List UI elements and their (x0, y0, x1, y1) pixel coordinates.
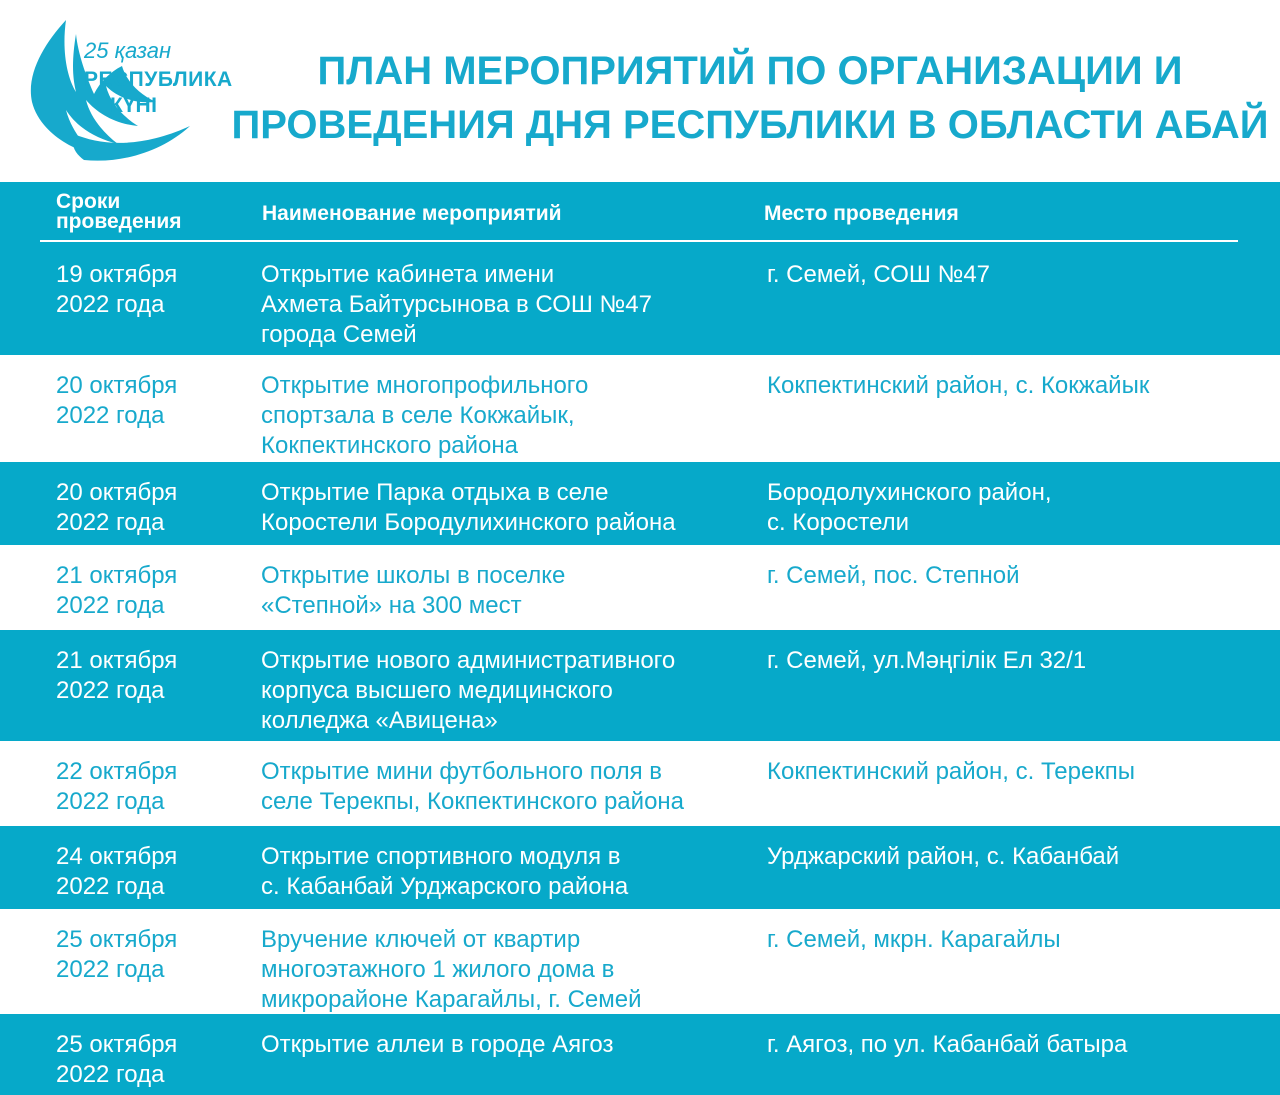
event-name-cell-line: Открытие нового административного (261, 647, 676, 674)
date-cell (56, 260, 246, 320)
title-line-1: ПЛАН МЕРОПРИЯТИЙ ПО ОРГАНИЗАЦИИ И (317, 49, 1183, 93)
place-cell (767, 646, 1267, 676)
date-cell-line: 2022 года (56, 677, 165, 704)
event-name-cell (261, 371, 761, 461)
place-cell (767, 842, 1267, 872)
place-cell (767, 561, 1267, 591)
date-cell-line: 2022 года (56, 402, 165, 429)
event-name-cell-line: селе Терекпы, Кокпектинского района (261, 788, 685, 815)
date-cell (56, 646, 246, 706)
place-cell-line: г. Аягоз, по ул. Кабанбай батыра (767, 1031, 1128, 1058)
event-name-cell-line: Ахмета Байтурсынова в СОШ №47 (261, 291, 652, 318)
date-cell (56, 925, 246, 985)
place-cell (767, 757, 1267, 787)
place-cell (767, 371, 1267, 401)
event-name-cell (261, 757, 761, 817)
date-cell-line: 2022 года (56, 291, 165, 318)
event-name-cell-line: Кокпектинского района (261, 432, 519, 459)
date-cell-line: 2022 года (56, 509, 165, 536)
event-name-cell-line: с. Кабанбай Урджарского района (261, 873, 629, 900)
date-cell-line: 21 октября (56, 562, 178, 589)
table-row (0, 1014, 1280, 1095)
place-cell-line: Кокпектинский район, с. Кокжайык (767, 372, 1150, 399)
logo-date: 25 қазан (84, 38, 172, 63)
place-cell-line: г. Семей, мкрн. Карагайлы (767, 926, 1061, 953)
date-cell-line: 25 октября (56, 1031, 178, 1058)
place-cell-line: г. Семей, СОШ №47 (767, 261, 991, 288)
place-cell-line: Бородолухинского район, (767, 479, 1052, 506)
date-cell (56, 1030, 246, 1090)
event-name-cell-line: Открытие многопрофильного (261, 372, 589, 399)
event-name-cell-line: Коростели Бородулихинского района (261, 509, 676, 536)
event-name-cell-line: микрорайоне Карагайлы, г. Семей (261, 986, 642, 1013)
place-cell (767, 478, 1267, 538)
table-row (0, 355, 1280, 462)
event-name-cell-line: Вручение ключей от квартир (261, 926, 581, 953)
date-cell-line: 24 октября (56, 843, 178, 870)
event-name-cell (261, 925, 761, 1015)
date-cell-line: 25 октября (56, 926, 178, 953)
table-row (0, 244, 1280, 355)
date-cell (56, 478, 246, 538)
header (0, 0, 1280, 182)
place-cell-line: г. Семей, ул.Мәңгілік Ел 32/1 (767, 647, 1087, 674)
event-name-cell-line: корпуса высшего медицинского (261, 677, 613, 704)
event-name-cell-line: многоэтажного 1 жилого дома в (261, 956, 615, 983)
table-row (0, 741, 1280, 826)
place-cell-line: г. Семей, пос. Степной (767, 562, 1020, 589)
event-name-cell-line: Открытие спортивного модуля в (261, 843, 621, 870)
table-header (0, 182, 1280, 244)
event-name-cell (261, 260, 761, 350)
event-name-cell-line: колледжа «Авицена» (261, 707, 498, 734)
place-cell (767, 1030, 1267, 1060)
event-name-cell (261, 646, 761, 736)
header-date (56, 192, 182, 232)
date-cell-line: 2022 года (56, 592, 165, 619)
table-row (0, 462, 1280, 545)
event-name-cell-line: Открытие школы в поселке (261, 562, 566, 589)
event-name-cell-line: «Степной» на 300 мест (261, 592, 522, 619)
logo-day: КҮНІ (110, 94, 158, 117)
event-name-cell-line: спортзала в селе Кокжайык, (261, 402, 575, 429)
header-date-line-1: Сроки (56, 190, 121, 213)
republic-day-logo (14, 14, 254, 164)
date-cell-line: 2022 года (56, 788, 165, 815)
event-name-cell (261, 842, 761, 902)
event-name-cell (261, 1030, 761, 1060)
events-table (0, 182, 1280, 1095)
date-cell-line: 2022 года (56, 956, 165, 983)
date-cell-line: 2022 года (56, 1061, 165, 1088)
date-cell-line: 20 октября (56, 479, 178, 506)
page-title (230, 44, 1270, 152)
header-divider (40, 240, 1238, 242)
place-cell-line: Кокпектинский район, с. Терекпы (767, 758, 1136, 785)
event-name-cell-line: Открытие Парка отдыха в селе (261, 479, 609, 506)
header-place: Место проведения (764, 202, 959, 225)
date-cell-line: 21 октября (56, 647, 178, 674)
event-name-cell (261, 561, 761, 621)
table-row (0, 545, 1280, 630)
title-line-2: ПРОВЕДЕНИЯ ДНЯ РЕСПУБЛИКИ В ОБЛАСТИ АБАЙ (231, 103, 1269, 147)
event-name-cell-line: города Семей (261, 321, 417, 348)
header-name: Наименование мероприятий (262, 202, 562, 225)
date-cell-line: 2022 года (56, 873, 165, 900)
event-name-cell (261, 478, 761, 538)
date-cell (56, 561, 246, 621)
date-cell-line: 22 октября (56, 758, 178, 785)
table-row (0, 909, 1280, 1014)
date-cell (56, 757, 246, 817)
date-cell-line: 20 октября (56, 372, 178, 399)
event-name-cell-line: Открытие мини футбольного поля в (261, 758, 663, 785)
place-cell (767, 925, 1267, 955)
event-name-cell-line: Открытие кабинета имени (261, 261, 555, 288)
date-cell-line: 19 октября (56, 261, 178, 288)
date-cell (56, 842, 246, 902)
place-cell (767, 260, 1267, 290)
event-name-cell-line: Открытие аллеи в городе Аягоз (261, 1031, 614, 1058)
place-cell-line: с. Коростели (767, 509, 910, 536)
table-body (0, 244, 1280, 1095)
header-date-line-2: проведения (56, 210, 182, 233)
logo-republic: РЕСПУБЛИКА (84, 68, 233, 91)
date-cell (56, 371, 246, 431)
place-cell-line: Урджарский район, с. Кабанбай (767, 843, 1120, 870)
table-row (0, 630, 1280, 741)
table-row (0, 826, 1280, 909)
